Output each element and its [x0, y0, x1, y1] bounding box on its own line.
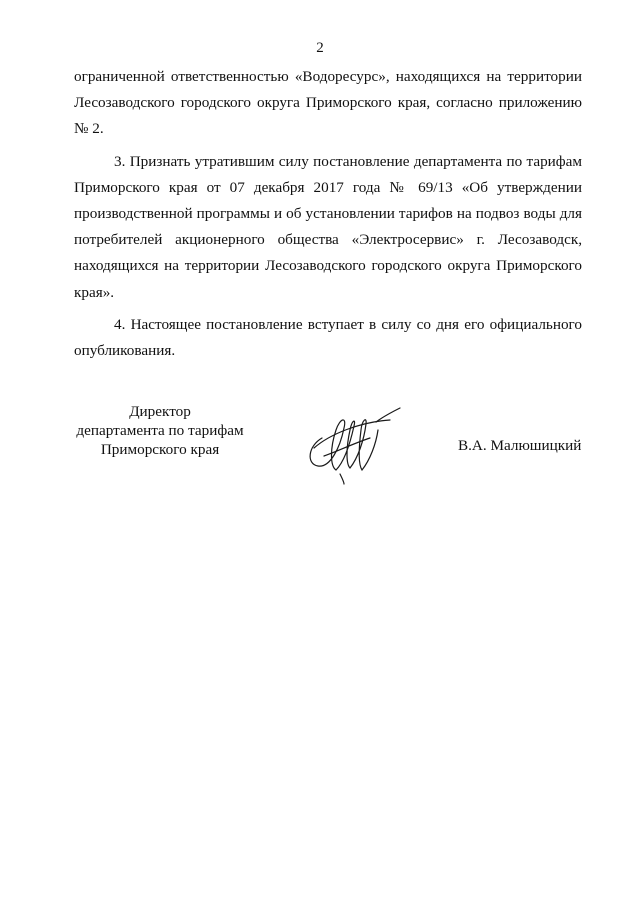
paragraph-line: № 2.: [74, 120, 104, 138]
paragraph-line: находящихся на территории Лесозаводского городского округа Приморского: [74, 257, 582, 275]
paragraph-line: Лесозаводского городского округа Приморского края, согласно приложению: [74, 94, 582, 112]
paragraph-line: потребителей акционерного общества «Электросервис» г. Лесозаводск,: [74, 231, 582, 249]
document-body: [74, 64, 582, 364]
paragraph-line: производственной программы и об установлении тарифов на подвоз воды для: [74, 204, 582, 222]
signatory-title-line: департамента по тарифам: [76, 422, 244, 439]
handwritten-signature: [300, 404, 410, 486]
paragraph-line: 4. Настоящее постановление вступает в силу со дня его официального: [114, 315, 582, 333]
signatory-title-line: Директор: [129, 403, 191, 420]
paragraph-line: опубликования.: [74, 341, 176, 359]
signatory-title: [60, 402, 260, 459]
paragraph-line: Приморского края от 07 декабря 2017 года № 69/13 «Об утверждении: [74, 178, 582, 196]
paragraph-line: края».: [74, 283, 115, 301]
page-number: 2: [316, 40, 324, 56]
signatory-name: В.А. Малюшицкий: [458, 437, 582, 454]
paragraph-line: ограниченной ответственностью «Водоресурс», находящихся на территории: [74, 68, 582, 85]
signatory-title-line: Приморского края: [100, 441, 220, 458]
paragraph-line: 3. Признать утратившим силу постановление департамента по тарифам: [114, 152, 582, 170]
